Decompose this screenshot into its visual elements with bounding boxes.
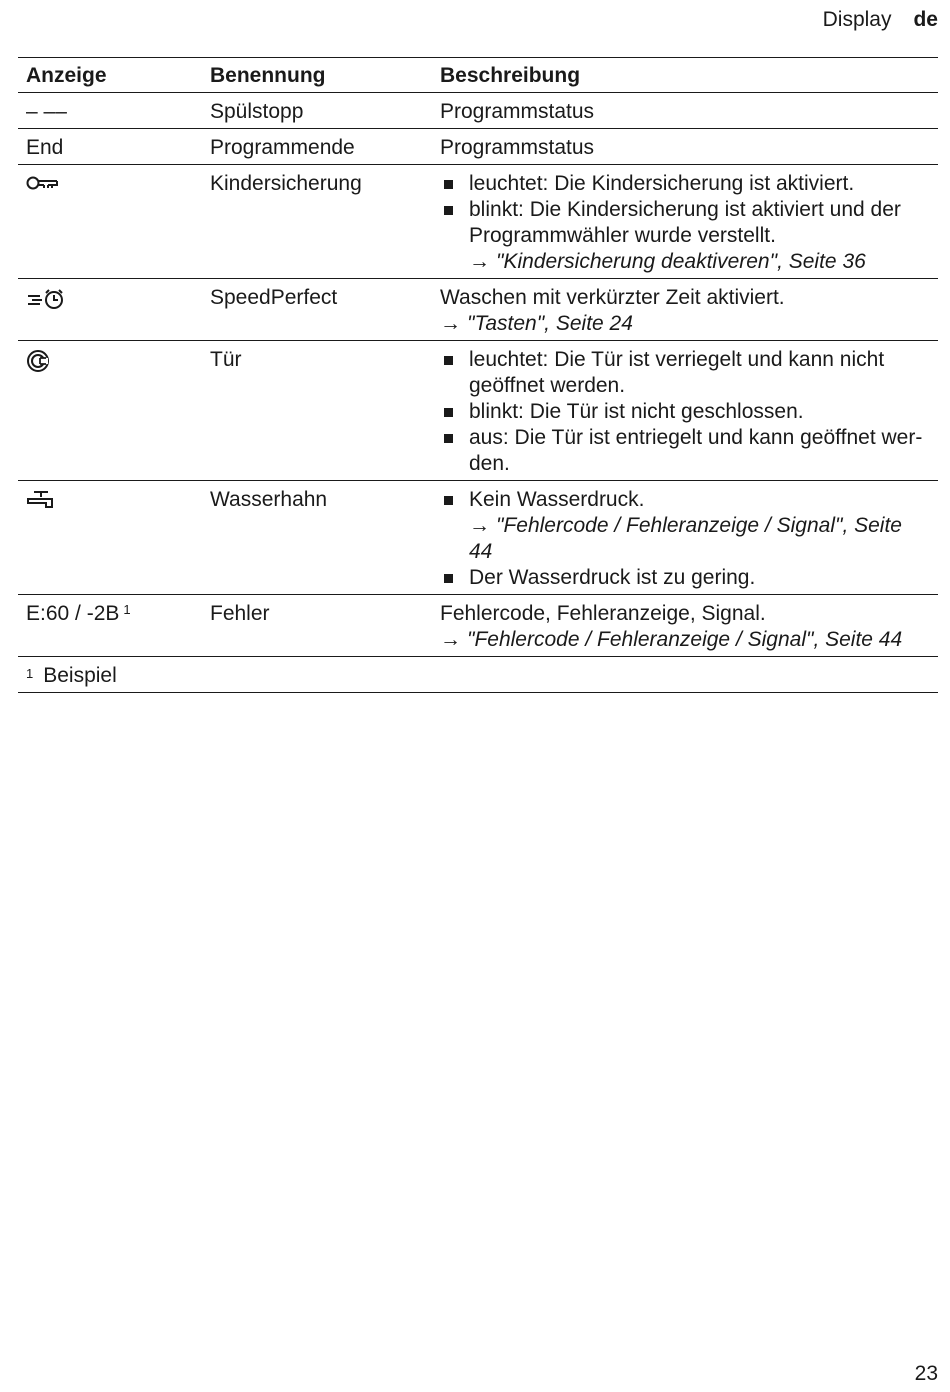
cross-reference-text: "Kindersicherung deaktiveren", Seite 36 — [496, 250, 866, 273]
list-item — [440, 487, 930, 565]
cross-reference-text: "Tasten", Seite 24 — [467, 312, 633, 335]
cross-reference — [469, 249, 930, 275]
description-text: Waschen mit verkürzter Zeit aktiviert. — [440, 286, 785, 309]
display-symbols-table — [18, 57, 938, 693]
table-row — [18, 481, 938, 595]
symbol-name: Programmende — [202, 129, 432, 165]
cross-reference — [440, 311, 930, 337]
arrow-right-icon: → — [469, 250, 490, 273]
arrow-right-icon: → — [469, 514, 490, 537]
symbol-description — [432, 341, 938, 481]
footnote-number: 1 — [26, 666, 34, 681]
symbol-description: Programmstatus — [432, 129, 938, 165]
cross-reference — [440, 627, 930, 653]
table-row — [18, 129, 938, 165]
cross-reference — [469, 513, 930, 565]
list-item: blinkt: Die Tür ist nicht geschlossen. — [440, 399, 930, 425]
bullet-text: Kein Wasserdruck. — [469, 488, 645, 511]
table-row — [18, 93, 938, 129]
arrow-right-icon: → — [440, 312, 461, 335]
footnote-marker: 1 — [123, 602, 131, 617]
description-text: Fehlercode, Fehleranzeige, Signal. — [440, 602, 766, 625]
column-header-display: Anzeige — [18, 58, 202, 93]
table-row — [18, 279, 938, 341]
speedperfect-clock-icon — [18, 279, 202, 341]
table-header-row — [18, 58, 938, 93]
symbol-name: Wasserhahn — [202, 481, 432, 595]
page-number: 23 — [914, 1362, 938, 1385]
symbol-name: SpeedPerfect — [202, 279, 432, 341]
cross-reference-text: "Fehlercode / Fehleranzeige / Signal", Seite 44 — [467, 628, 903, 651]
display-symbol: – –– — [18, 93, 202, 129]
child-lock-key-icon — [18, 165, 202, 279]
door-lock-icon — [18, 341, 202, 481]
list-item: leuchtet: Die Kindersicherung ist aktiviert. — [440, 171, 930, 197]
language-code: de — [913, 8, 938, 31]
table-row — [18, 595, 938, 657]
footnote-text: Beispiel — [43, 664, 117, 687]
arrow-right-icon: → — [440, 628, 461, 651]
symbol-description — [432, 165, 938, 279]
list-item: leuchtet: Die Tür ist verriegelt und kann nicht geöffnet werden. — [440, 347, 930, 399]
symbol-name: Spülstopp — [202, 93, 432, 129]
symbol-name: Fehler — [202, 595, 432, 657]
cross-reference-text: "Fehlercode / Fehleranzeige / Signal", Seite 44 — [469, 514, 902, 563]
list-item — [440, 197, 930, 275]
column-header-description: Beschreibung — [432, 58, 938, 93]
table-row — [18, 165, 938, 279]
symbol-name: Tür — [202, 341, 432, 481]
symbol-description — [432, 279, 938, 341]
list-item: Der Wasserdruck ist zu gering. — [440, 565, 930, 591]
footnote — [18, 657, 938, 693]
footnote-row — [18, 657, 938, 693]
symbol-name: Kindersicherung — [202, 165, 432, 279]
display-symbol: End — [18, 129, 202, 165]
symbol-description — [432, 481, 938, 595]
list-item: aus: Die Tür ist entriegelt und kann geöffnet werden. — [440, 425, 930, 477]
error-code: E:60 / -2B — [26, 602, 120, 625]
water-tap-icon — [18, 481, 202, 595]
table-row — [18, 341, 938, 481]
running-header — [823, 8, 938, 32]
symbol-description — [432, 595, 938, 657]
symbol-description: Programmstatus — [432, 93, 938, 129]
section-title: Display — [822, 8, 892, 31]
display-symbol — [18, 595, 202, 657]
column-header-name: Benennung — [202, 58, 432, 93]
bullet-text: blinkt: Die Kindersicherung ist aktiviert und der Programmwähler wurde verstellt. — [469, 198, 901, 247]
